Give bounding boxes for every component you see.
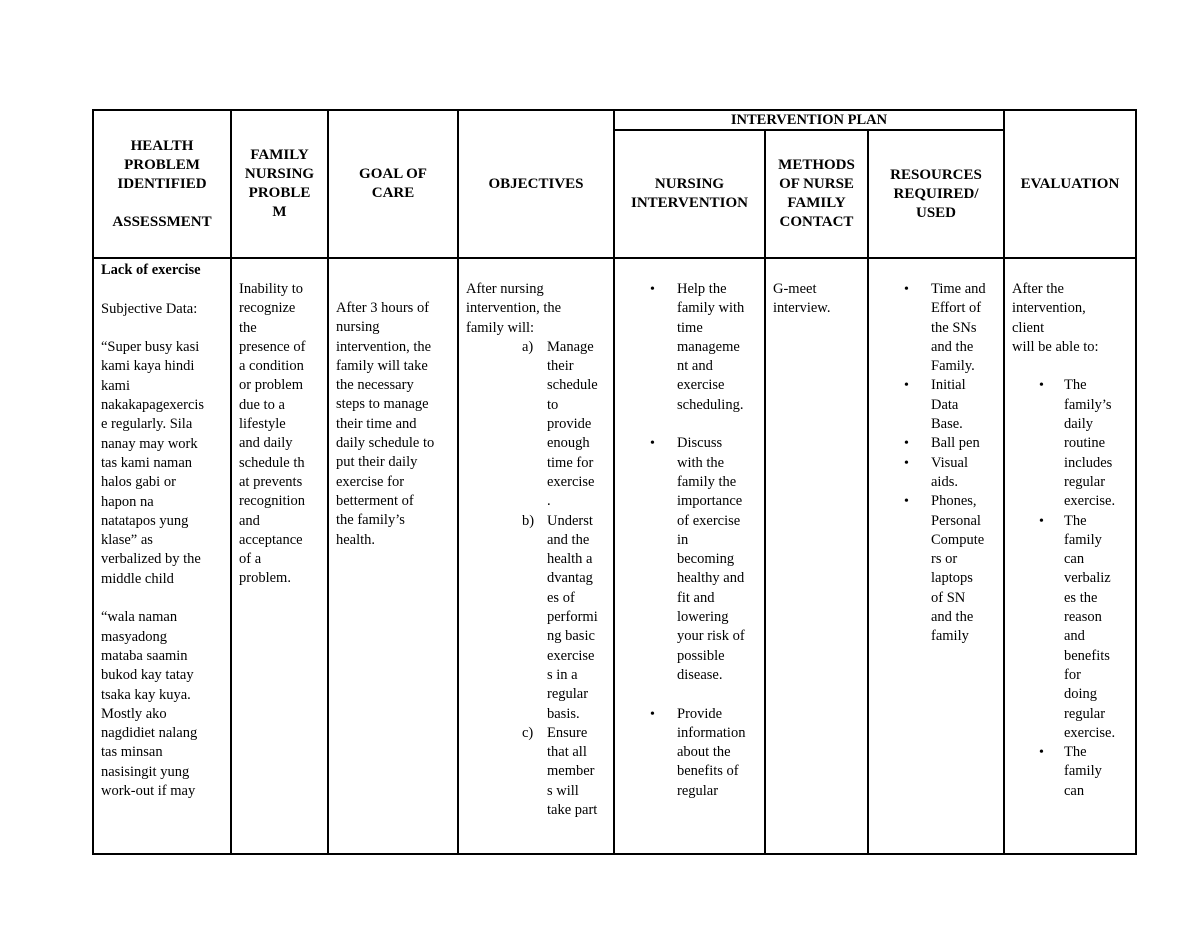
intervention-item-line: importance [677, 493, 743, 510]
bullet-icon: • [1039, 378, 1044, 394]
resource-item-line: Time and [931, 281, 986, 297]
assessment-line: masyadong [101, 628, 168, 645]
family-problem-line: recognize [239, 300, 296, 317]
intervention-item-line: lowering [677, 609, 729, 626]
assessment-line [101, 319, 230, 338]
family-problem-line: or problem [239, 377, 304, 394]
evaluation-item-line: exercise. [1064, 724, 1116, 741]
header-evaluation: EVALUATION [1004, 110, 1136, 258]
intervention-item-line: with the [677, 454, 725, 471]
header-resources [868, 130, 1004, 258]
family-problem-line: acceptance [239, 531, 303, 548]
resource-item-line: Ball pen [931, 435, 980, 452]
bullet-icon: • [904, 378, 909, 394]
header-line: HEALTH [130, 137, 194, 154]
goal-line: betterment of [336, 492, 414, 509]
assessment-line: kami kaya hindi [101, 358, 195, 375]
bullet-icon: • [904, 436, 909, 452]
header-nursing-intervention [614, 130, 765, 258]
resource-item-line: Effort of [931, 300, 982, 317]
goal-line: put their daily [336, 454, 418, 471]
objective-line: health a [547, 551, 593, 568]
assessment-line: nasisingit yung [101, 763, 190, 780]
cell-evaluation [1004, 258, 1136, 854]
assessment-line: nagdidiet nalang [101, 725, 198, 742]
evaluation-item-line: family [1064, 763, 1102, 780]
assessment-line: work-out if may [101, 783, 196, 800]
evaluation-item-line: family [1064, 531, 1102, 548]
evaluation-intro-line: will be able to: [1012, 338, 1099, 355]
methods-line: G-meet [773, 281, 817, 297]
assessment-line: halos gabi or [101, 474, 176, 491]
intervention-item-line: your risk of [677, 628, 745, 645]
objective-line: schedule [547, 377, 598, 394]
cell-goal [328, 258, 458, 854]
assessment-line: mataba saamin [101, 647, 188, 664]
assessment-line: e regularly. Sila [101, 416, 193, 433]
assessment-line: kami [101, 377, 130, 394]
cell-assessment [93, 258, 231, 854]
family-problem-line: presence of [239, 338, 306, 355]
intervention-item-line: exercise [677, 377, 725, 394]
resource-item-line: Compute [931, 531, 985, 548]
header-intervention-plan: INTERVENTION PLAN [614, 110, 1004, 130]
evaluation-item-line: The [1064, 744, 1087, 761]
evaluation-item-line: es the [1064, 589, 1098, 606]
objectives-intro-line: After nursing [466, 281, 544, 297]
resource-item-line: Initial [931, 377, 966, 394]
bullet-icon: • [650, 282, 655, 297]
assessment-line: middle child [101, 570, 174, 587]
resource-item-line: and the [931, 338, 974, 355]
intervention-item-line: Discuss [677, 435, 723, 452]
resource-item [869, 280, 1003, 376]
evaluation-intro-line: client [1012, 319, 1045, 336]
header-line: REQUIRED/ [893, 185, 979, 202]
header-health-problem [93, 110, 231, 258]
objective-letter: c) [522, 724, 534, 741]
assessment-line: tas kami naman [101, 454, 193, 471]
objective-line: performi [547, 609, 598, 626]
objectives-intro-line: intervention, the [466, 300, 562, 317]
header-line: GOAL OF [359, 166, 427, 182]
evaluation-intro-line: After the [1012, 281, 1064, 297]
family-problem-line: at prevents [239, 473, 303, 490]
intervention-item-line: becoming [677, 551, 735, 568]
intervention-item-line: information [677, 724, 746, 741]
intervention-item-line: disease. [677, 666, 723, 683]
objective-line: their [547, 358, 574, 375]
resource-item-line: Family. [931, 358, 975, 375]
intervention-item-line: fit and [677, 589, 715, 606]
intervention-item-line: nt and [677, 358, 713, 375]
assessment-line: Subjective Data: [101, 300, 198, 317]
header-line: FAMILY [787, 195, 846, 211]
bullet-icon: • [650, 706, 655, 722]
objective-line: enough [547, 435, 590, 452]
evaluation-item-line: for [1064, 666, 1081, 683]
assessment-line: hapon na [101, 493, 154, 510]
goal-line: intervention, the [336, 338, 432, 355]
intervention-item-line: manageme [677, 338, 740, 355]
objectives-intro-line: family will: [466, 319, 535, 336]
goal-line: the necessary [336, 377, 414, 394]
header-line: NURSING [654, 176, 725, 192]
objective-line: take part [547, 802, 598, 819]
evaluation-item-line: The [1064, 377, 1087, 394]
family-problem-line: a condition [239, 358, 304, 375]
objective-line: s in a [547, 666, 578, 683]
objective-line: that all [547, 744, 587, 761]
intervention-item-line: healthy and [677, 570, 745, 587]
assessment-line: natatapos yung [101, 512, 189, 529]
intervention-item-line: possible [677, 647, 725, 664]
resource-item-line: rs or [931, 551, 958, 568]
resource-item [869, 434, 1003, 453]
header-line: ASSESSMENT [112, 213, 212, 230]
evaluation-intro-line: intervention, [1012, 300, 1086, 317]
cell-objectives [458, 258, 614, 854]
cell-family-problem [231, 258, 328, 854]
goal-line: their time and [336, 415, 417, 432]
objective-line: basis. [547, 705, 580, 722]
assessment-line: Mostly ako [101, 705, 167, 722]
resource-item [869, 454, 1003, 493]
family-problem-line: the [239, 319, 257, 336]
cell-resources [868, 258, 1004, 854]
assessment-line [101, 589, 230, 608]
family-problem-line: recognition [239, 493, 306, 510]
bullet-icon: • [904, 494, 909, 510]
header-line: CONTACT [779, 214, 854, 230]
resource-item-line: the SNs [931, 319, 977, 336]
intervention-item [615, 280, 764, 415]
objective-line: time for [547, 454, 594, 471]
evaluation-item [1012, 512, 1135, 744]
header-line: M [272, 204, 287, 220]
evaluation-item-line: daily [1064, 416, 1093, 433]
header-line: FAMILY [250, 147, 309, 163]
bullet-icon: • [904, 282, 909, 297]
intervention-item-line: in [677, 531, 689, 548]
objective-line: provide [547, 416, 592, 433]
assessment-line: verbalized by the [101, 551, 201, 568]
intervention-item-line: regular [677, 782, 719, 799]
evaluation-item-line: regular [1064, 705, 1106, 722]
intervention-item-line: of exercise [677, 512, 741, 529]
resource-item-line: of SN [931, 589, 966, 606]
intervention-item [615, 434, 764, 685]
cell-methods [765, 258, 868, 854]
objective-line: . [547, 493, 551, 510]
objective-line: Underst [547, 512, 593, 529]
header-line: OF NURSE [779, 176, 854, 192]
objective-line: member [547, 763, 595, 780]
evaluation-item-line: family’s [1064, 396, 1112, 413]
resource-item-line: laptops [931, 570, 973, 587]
bullet-icon: • [1039, 513, 1044, 529]
intervention-item-line: family the [677, 473, 737, 490]
header-objectives: OBJECTIVES [458, 110, 614, 258]
family-problem-line: lifestyle [239, 416, 286, 433]
assessment-line: bukod kay tatay [101, 667, 194, 684]
header-line: USED [915, 204, 956, 221]
assessment-line: nakakapagexercis [101, 397, 205, 414]
goal-line: daily schedule to [336, 435, 435, 452]
assessment-line: “Super busy kasi [101, 339, 200, 356]
cell-nursing-intervention [614, 258, 765, 854]
goal-line: exercise for [336, 473, 405, 490]
family-problem-line: due to a [239, 396, 285, 413]
assessment-line: nanay may work [101, 435, 198, 452]
header-line: INTERVENTION [631, 195, 748, 211]
assessment-line [101, 280, 230, 299]
evaluation-item-line: includes [1064, 454, 1113, 471]
header-goal-of-care [328, 110, 458, 258]
header-line: CARE [371, 185, 415, 201]
goal-line: steps to manage [336, 396, 429, 413]
goal-line: health. [336, 531, 376, 548]
resource-item-line: and the [931, 609, 974, 626]
intervention-item-line: Help the [677, 281, 727, 297]
goal-line: nursing [336, 319, 380, 336]
intervention-item-line: time [677, 319, 703, 336]
objective-line: and the [547, 531, 590, 548]
header-line: PROBLEM [124, 156, 200, 173]
family-problem-line: Inability to [239, 281, 304, 297]
resource-item-line: Personal [931, 512, 981, 529]
family-problem-line: of a [239, 551, 262, 568]
resource-item-line: Base. [931, 416, 963, 433]
resource-item-line: Data [931, 396, 959, 413]
objective-line: exercise [547, 473, 595, 490]
resource-item-line: Phones, [931, 493, 977, 510]
header-family-nursing-problem [231, 110, 328, 258]
header-line: NURSING [244, 166, 315, 182]
evaluation-item-line: exercise. [1064, 493, 1116, 510]
evaluation-item [1012, 743, 1135, 801]
family-problem-line: and daily [239, 435, 293, 452]
resource-item [869, 492, 1003, 646]
intervention-item-line: about the [677, 744, 731, 761]
evaluation-item-line: and [1064, 628, 1085, 645]
header-line: IDENTIFIED [117, 175, 207, 192]
header-line: PROBLE [248, 185, 311, 201]
objective-line: es of [547, 589, 575, 606]
objective-line: to [547, 396, 559, 413]
intervention-item-line: Provide [677, 705, 723, 722]
resource-item-line: family [931, 628, 969, 645]
evaluation-item-line: routine [1064, 435, 1106, 452]
evaluation-item-line: verbaliz [1064, 570, 1111, 587]
intervention-item [615, 705, 764, 801]
objective-item [466, 338, 613, 512]
assessment-title: Lack of exercise [101, 262, 201, 278]
bullet-icon: • [1039, 745, 1044, 761]
evaluation-item-line: can [1064, 551, 1085, 568]
goal-line: After 3 hours of [336, 300, 430, 316]
objective-letter: a) [522, 338, 534, 355]
goal-line: the family’s [336, 512, 405, 529]
objective-item [466, 512, 613, 724]
objective-line: regular [547, 686, 589, 703]
assessment-line: “wala naman [101, 609, 178, 626]
objective-line: Manage [547, 338, 594, 355]
family-problem-line: problem. [239, 570, 291, 587]
resource-item-line: aids. [931, 473, 958, 490]
header-line: METHODS [778, 157, 855, 173]
objective-line: s will [547, 782, 579, 799]
methods-line: interview. [773, 300, 831, 317]
resource-item [869, 376, 1003, 434]
evaluation-item-line: can [1064, 782, 1085, 799]
objective-line: ng basic [547, 628, 595, 645]
intervention-item-line: benefits of [677, 763, 739, 780]
objective-letter: b) [522, 512, 535, 529]
header-line: RESOURCES [890, 166, 982, 183]
evaluation-item-line: reason [1064, 609, 1102, 626]
assessment-line: tas minsan [101, 744, 163, 761]
objective-line: Ensure [547, 724, 588, 741]
goal-line: family will take [336, 357, 428, 374]
evaluation-item-line: benefits [1064, 647, 1110, 664]
bullet-icon: • [650, 436, 655, 452]
intervention-item-line: scheduling. [677, 396, 744, 413]
header-line [94, 194, 230, 213]
objective-line: exercise [547, 647, 595, 664]
header-methods-of-contact [765, 130, 868, 258]
resource-item-line: Visual [931, 454, 968, 471]
objective-item [466, 724, 613, 820]
objective-line: dvantag [547, 570, 593, 587]
evaluation-item-line: doing [1064, 686, 1098, 703]
family-problem-line: schedule th [239, 454, 305, 471]
assessment-line: klase” as [101, 532, 153, 549]
bullet-icon: • [904, 455, 909, 471]
evaluation-item [1012, 376, 1135, 511]
family-nursing-care-plan-table [92, 109, 1137, 855]
evaluation-item-line: The [1064, 512, 1087, 529]
assessment-line: tsaka kay kuya. [101, 686, 191, 703]
evaluation-item-line: regular [1064, 473, 1106, 490]
family-problem-line: and [239, 512, 260, 529]
intervention-item-line: family with [677, 300, 745, 317]
